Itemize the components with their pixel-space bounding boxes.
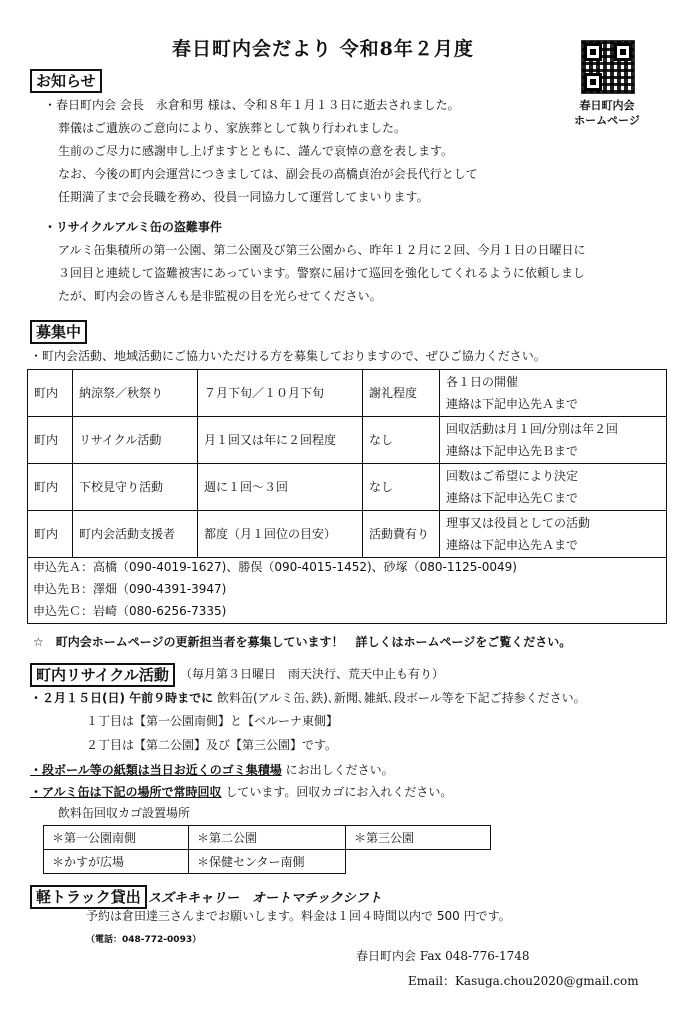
table-row [28, 511, 667, 558]
note-cell [440, 511, 667, 558]
recycle-chome2: ２丁目は【第二公園】及び【第三公園】です。 [86, 738, 338, 752]
schedule-cell: 週に１回〜３回 [198, 464, 363, 511]
truck-phone: （電話：048-772-0093） [86, 935, 202, 945]
contact-c: 申込先Ｃ：岩崎（080-6256-7335) [33, 604, 227, 618]
qr-corner [614, 43, 632, 61]
homepage-notice: ☆ 町内会ホームページの更新担当者を募集しています！ 詳しくはホームページをご覧ください。 [33, 635, 572, 649]
note-line2: 連絡は下記申込先Ｃまで [446, 491, 579, 505]
recycle-date: ・２月１５日(日) 午前９時までに [30, 691, 214, 705]
cans-note-rest: しています。回収カゴにお入れください。 [225, 785, 453, 799]
spot-cell: ＊保健センター南側 [189, 850, 346, 874]
activity-cell: 納涼祭／秋祭り [73, 370, 198, 417]
activity-cell: 下校見守り活動 [73, 464, 198, 511]
qr-corner [584, 73, 602, 91]
recruit-intro: ・町内会活動、地域活動にご協力いただける方を募集しておりますので、ぜひご協力ください。 [30, 349, 546, 363]
note-line2: 連絡は下記申込先Ａまで [446, 397, 579, 411]
note-line1: 各１日の開催 [446, 375, 519, 389]
recruit-heading: 募集中 [30, 320, 87, 344]
table-row [28, 417, 667, 464]
notice-heading: お知らせ [30, 69, 102, 93]
qr-corner [584, 43, 602, 61]
schedule-cell: 月１回又は年に２回程度 [198, 417, 363, 464]
note-cell [440, 370, 667, 417]
footer-fax: 春日町内会 Fax 048-776-1748 [356, 949, 530, 963]
spot-cell: ＊かすが広場 [44, 850, 189, 874]
cardboard-note-rest: にお出しください。 [285, 763, 394, 777]
qr-label-line2: ホームページ [574, 114, 640, 127]
table-row [44, 850, 491, 874]
notice-line: 葬儀はご遺族のご意向により、家族葬として執り行われました。 [58, 121, 407, 135]
spot-cell: ＊第二公園 [189, 826, 346, 850]
page-title: 春日町内会だより 令和8年２月度 [172, 38, 474, 60]
truck-model: スズキキャリー オートマチックシフト [148, 891, 382, 906]
note-cell [440, 417, 667, 464]
schedule-cell: ７月下旬／１０月下旬 [198, 370, 363, 417]
recycle-chome1: １丁目は【第一公園南側】と【ベルーナ東側】 [86, 714, 339, 728]
spot-cell: ＊第三公園 [346, 826, 491, 850]
theft-heading: ・リサイクルアルミ缶の盗難事件 [44, 220, 222, 234]
note-line1: 回収活動は月１回/分別は年２回 [446, 422, 619, 436]
spots-title: 飲料缶回収カゴ設置場所 [58, 806, 191, 820]
reward-cell: なし [363, 464, 440, 511]
note-line1: 理事又は役員としての活動 [446, 516, 591, 530]
cans-note: ・アルミ缶は下記の場所で常時回収 [30, 785, 222, 799]
footer-email[interactable]: Email：Kasuga.chou2020@gmail.com [408, 974, 639, 988]
notice-line: なお、今後の町内会運営につきましては、副会長の高橋貞治が会長代行として [58, 167, 478, 181]
cardboard-note: ・段ボール等の紙類は当日お近くのゴミ集積場 [30, 763, 282, 777]
activity-cell: 町内会活動支援者 [73, 511, 198, 558]
recycle-date-rest: 飲料缶(アルミ缶､鉄)､新聞､雑紙､段ボール等を下記ご持参ください。 [216, 691, 586, 705]
area-cell: 町内 [28, 370, 73, 417]
theft-line: たが、町内会の皆さんも是非監視の目を光らせてください。 [58, 289, 382, 303]
contact-a: 申込先Ａ：高橋（090-4019-1627)、勝俣（090-4015-1452)、砂塚（080-1125-0049) [33, 560, 517, 574]
activity-cell: リサイクル活動 [73, 417, 198, 464]
area-cell: 町内 [28, 511, 73, 558]
theft-line: アルミ缶集積所の第一公園、第二公園及び第三公園から、昨年１２月に２回、今月１日の日曜日に [58, 243, 586, 257]
note-line1: 回数はご希望により決定 [446, 469, 579, 483]
qr-label-line1: 春日町内会 [579, 99, 635, 112]
contact-b: 申込先Ｂ：澤畑（090-4391-3947) [33, 582, 227, 596]
table-row [44, 826, 491, 850]
reward-cell: なし [363, 417, 440, 464]
recycle-subtitle: （毎月第３日曜日 雨天決行、荒天中止も有り） [180, 667, 445, 681]
truck-heading: 軽トラック貸出 [30, 885, 147, 909]
note-line2: 連絡は下記申込先Ｂまで [446, 444, 579, 458]
note-cell [440, 464, 667, 511]
table-row [28, 464, 667, 511]
notice-line: 任期満了まで会長職を務め、役員一同協力して運営してまいります。 [58, 190, 429, 204]
notice-line: 生前のご尽力に感謝申し上げますとともに、謹んで哀悼の意を表します。 [58, 144, 454, 158]
recycle-heading: 町内リサイクル活動 [30, 663, 175, 687]
spots-table [43, 825, 491, 874]
truck-reservation: 予約は倉田達三さんまでお願いします。料金は１回４時間以内で 500 円です。 [86, 909, 511, 923]
recruit-table [27, 369, 667, 558]
schedule-cell: 都度（月１回位の目安） [198, 511, 363, 558]
area-cell: 町内 [28, 417, 73, 464]
qr-code[interactable] [581, 40, 635, 94]
notice-line: ・春日町内会 会長 永倉和男 様は、令和８年１月１３日に逝去されました。 [44, 98, 460, 112]
table-row [28, 370, 667, 417]
reward-cell: 活動費有り [363, 511, 440, 558]
area-cell: 町内 [28, 464, 73, 511]
theft-line: ３回目と連続して盗難被害にあっています。警察に届けて巡回を強化してくれるように依頼しまし [58, 266, 585, 280]
reward-cell: 謝礼程度 [363, 370, 440, 417]
spot-cell: ＊第一公園南側 [44, 826, 189, 850]
note-line2: 連絡は下記申込先Ａまで [446, 538, 579, 552]
